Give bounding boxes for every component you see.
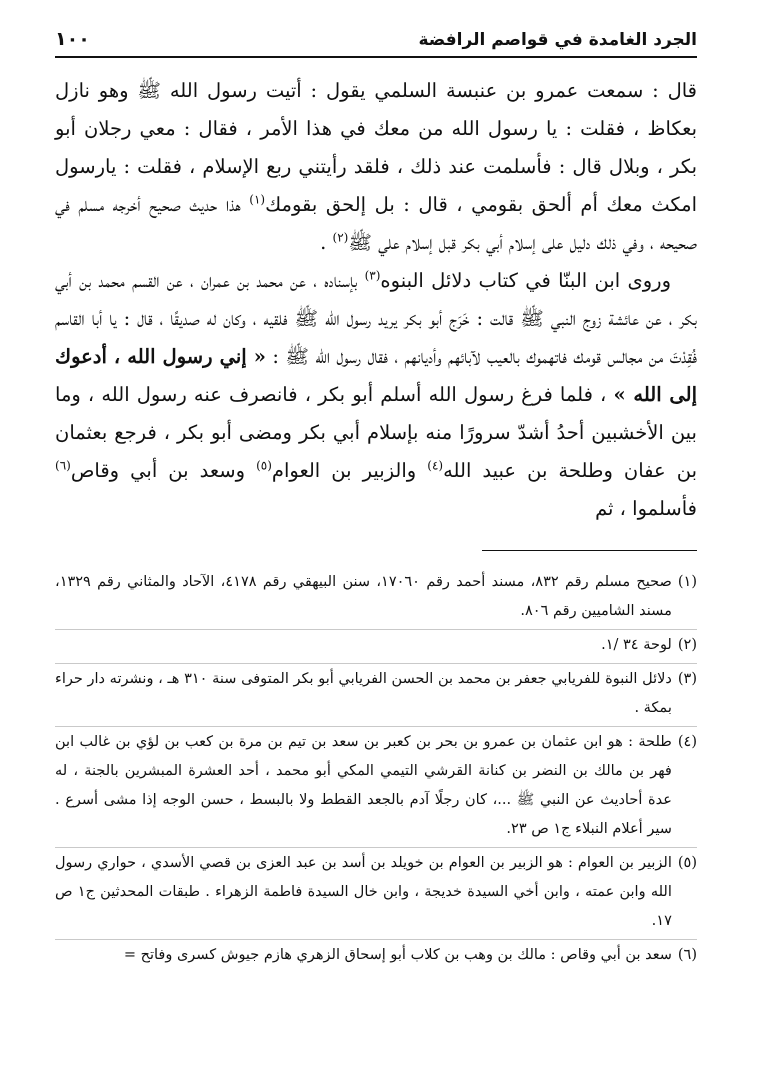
- book-title: الجرد الغامدة في قواصم الرافضة: [418, 30, 697, 50]
- footnote-1: [55, 567, 697, 630]
- paragraph-2-text-d: والزبير بن العوام: [271, 459, 428, 482]
- footnote-number: (٥): [677, 855, 697, 871]
- paragraph-2-text-c: ، فلما فرغ رسول الله أسلم أبو بكر ، فانصرف عنه رسول الله ، وما بين الأخشبين أحدُ أشدّ سرورًا منه بإسلام أبي بكر ومضى أبو بكر ، فرجع بعثمان بن عفان وطلحة بن عبيد الله: [55, 383, 697, 482]
- footnote-5: [55, 848, 697, 940]
- main-text: [55, 72, 697, 528]
- footnote-4: [55, 727, 697, 848]
- footnote-ref-3: (٣): [364, 268, 381, 283]
- footnote-number: (٦): [677, 947, 697, 963]
- footnote-separator: [482, 550, 697, 551]
- paragraph-2-text-a: وروى ابن البنّا في كتاب دلائل البنوه: [380, 269, 671, 292]
- footnote-number: (٣): [677, 671, 697, 687]
- paragraph-1: [55, 72, 697, 262]
- footnote-ref-1: (١): [249, 192, 266, 207]
- footnote-text: الزبير بن العوام : هو الزبير بن العوام بن خويلد بن أسد بن عبد العزى بن قصي الأسدي ، حواري رسول الله وابن عمته ، وابن أخي السيدة خديجة ، وابن خال السيدة فاطمة الزهراء . طبقات المحدثين ج١ ص ١٧.: [55, 855, 672, 929]
- footnote-text: لوحة ٣٤ /١.: [601, 637, 672, 653]
- footnote-text: دلائل النبوة للفريابي جعفر بن محمد بن الحسن الفريابي أبو بكر المتوفى سنة ٣١٠ هـ ، ونشرته دار حراء بمكة .: [55, 671, 672, 716]
- footnote-ref-2: (٢): [332, 230, 349, 245]
- footnote-6: [55, 940, 697, 973]
- footnote-2: [55, 630, 697, 664]
- paragraph-2-text-f: فأسلموا ، ثم: [595, 497, 697, 520]
- footnote-text: سعد بن أبي وقاص : مالك بن وهب بن كلاب أبو إسحاق الزهري هازم جيوش كسرى وفاتح =: [123, 947, 672, 963]
- paragraph-2: [55, 262, 697, 528]
- paragraph-1-text-a: قال : سمعت عمرو بن عنبسة السلمي يقول : أتيت رسول الله ﷺ وهو نازل بعكاظ ، فقلت : يا رسول الله من معك في هذا الأمر ، فقال : معي رجلان أبو بكر ، وبلال قال : فأسلمت عند ذلك ، فلقد رأيتني ربع الإسلام ، فقلت : يارسول امكث معك أم ألحق بقومي ، قال : بل إلحق بقومك: [55, 79, 697, 216]
- running-header: [55, 28, 697, 58]
- paragraph-1-text-b: هذا حديث صحيح أخرجه مسلم في صحيحه ، وفي ذلك دليل على إسلام أبي بكر قبل إسلام علي ﷺ: [55, 193, 697, 254]
- footnote-text: صحيح مسلم رقم ٨٣٢، مسند أحمد رقم ١٧٠٦٠، سنن البيهقي رقم ٤١٧٨، الآحاد والمثاني رقم ١٣٢٩، مسند الشاميين رقم ٨٠٦.: [55, 574, 672, 619]
- footnote-text: طلحة : هو ابن عثمان بن عمرو بن بحر بن كعبر بن سعد بن تيم بن مرة بن كعب بن لؤي بن غالب ابن فهر بن مالك بن النضر بن كنانة القرشي التيمي المكي أبو محمد ، أحد العشرة المبشرين بالجنة ، له عدة أحاديث عن النبي ﷺ ...، كان رجلًا آدم بالجعد القطط ولا بالبسط ، حسن الوجه إذا مشى أسرع . سير أعلام النبلاء ج١ ص ٢٣.: [55, 734, 672, 837]
- paragraph-2-text-b: بإسناده ، عن محمد بن عمران ، عن القسم محمد بن أبي بكر ، عن عائشة زوج النبي ﷺ قالت : خَرَج أبو بكر يريد رسول الله ﷺ فلقيه ، وكان له صديقًا ، قال : يا أبا القاسم فُقِدْتَ من مجالس قومك فاتهموك بالعيب لآبائهم وأديانهم ، فقال رسول الله ﷺ :: [55, 269, 698, 368]
- footnote-ref-6: (٦): [55, 458, 71, 473]
- page-number: ١٠٠: [55, 28, 90, 50]
- paragraph-2-text-e: وسعد بن أبي وقاص: [70, 459, 257, 482]
- footnote-ref-4: (٤): [427, 458, 444, 473]
- footnote-number: (٢): [677, 637, 697, 653]
- book-page: [55, 28, 697, 1068]
- footnote-3: [55, 664, 697, 727]
- prophet-quote: « إني رسول الله ، أدعوك إلى الله »: [55, 345, 697, 406]
- paragraph-1-text-c: .: [320, 231, 333, 254]
- footnote-number: (٤): [677, 734, 697, 750]
- footnote-ref-5: (٥): [256, 458, 272, 473]
- footnote-number: (١): [677, 574, 697, 590]
- footnotes: [55, 567, 697, 973]
